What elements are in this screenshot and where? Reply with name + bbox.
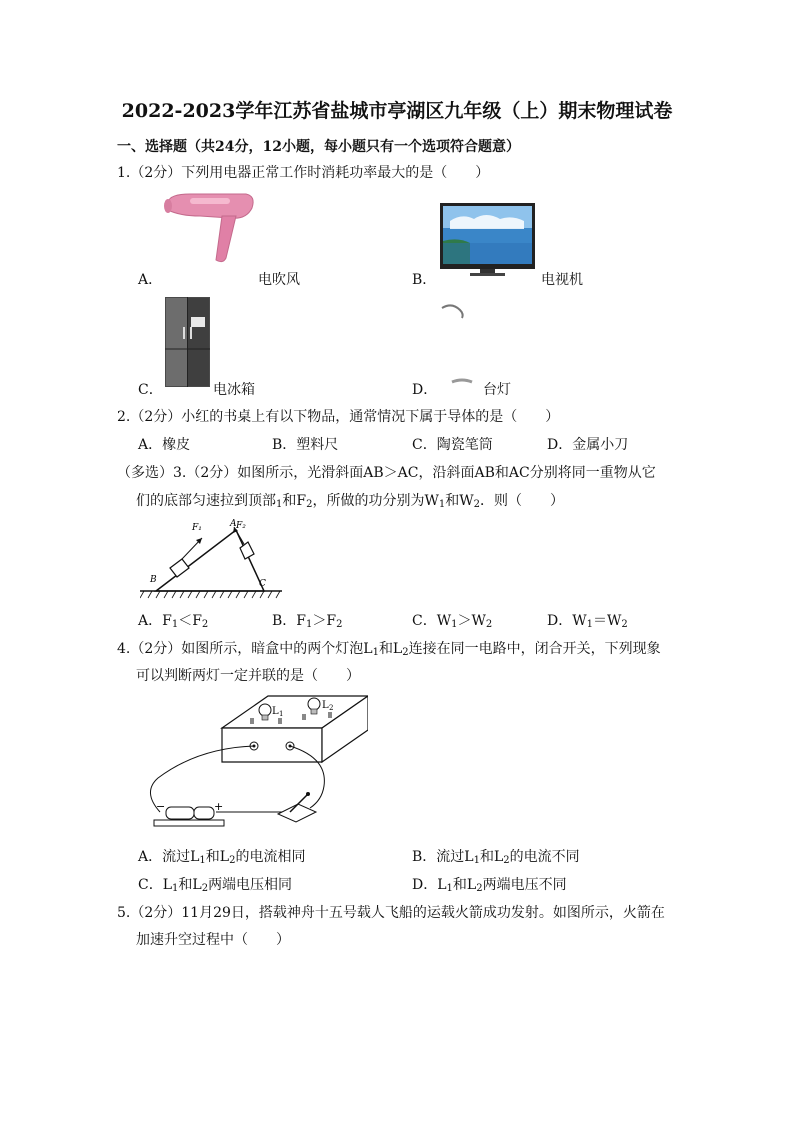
q2-option-d: D．金属小刀	[547, 437, 629, 453]
q2-stem: 2.（2分）小红的书桌上有以下物品，通常情况下属于导体的是（ ）	[117, 409, 560, 425]
q4-option-c: C．$L_1$和$L_2$两端电压相同	[138, 877, 293, 894]
q2-option-b: B．塑料尺	[272, 437, 339, 453]
hair-dryer-image	[160, 188, 260, 268]
q3-stem-line1: （多选）3.（2分）如图所示，光滑斜面AB＞AC，沿斜面AB和AC分别将同一重物从它	[117, 465, 656, 481]
bulb-label-l1-sub: 1	[279, 710, 284, 718]
q3-option-b: B．$F_1>F_2$	[272, 613, 343, 630]
incline-label-f1: F₁	[192, 523, 202, 533]
q1-option-d-text: 台灯	[483, 382, 511, 398]
q3-option-a: A．$F_1<F_2$	[138, 613, 209, 630]
incline-label-b: B	[150, 575, 157, 585]
q3-option-d: D．$W_1=W_2$	[547, 613, 628, 630]
q3-option-c: C．$W_1>W_2$	[412, 613, 493, 630]
bulb-label-l2-sub: 2	[329, 704, 334, 712]
q5-stem-line1: 5.（2分）11月29日，搭载神舟十五号载人飞船的运载火箭成功发射。如图所示，火箭在	[117, 905, 665, 921]
incline-label-c: C	[259, 579, 266, 589]
bulb-label-l1: L	[272, 706, 279, 717]
refrigerator-image	[165, 297, 210, 389]
tv-image	[440, 203, 535, 278]
page-title: 2022-2023学年江苏省盐城市亭湖区九年级（上）期末物理试卷	[121, 100, 673, 122]
bulb-label-l2: L	[322, 700, 329, 711]
q1-stem: 1.（2分）下列用电器正常工作时消耗功率最大的是（ ）	[117, 165, 490, 181]
q2-option-a: A．橡皮	[138, 437, 191, 453]
q1-option-c-letter: C．	[138, 382, 163, 398]
q4-stem-line2: 可以判断两灯一定并联的是（ ）	[136, 668, 360, 684]
q1-option-b-text: 电视机	[541, 272, 583, 288]
q5-stem-line2: 加速升空过程中（ ）	[136, 932, 290, 948]
battery-plus-label: +	[214, 800, 224, 813]
q1-option-a-text: 电吹风	[258, 272, 300, 288]
q3-stem-line2: 们的底部匀速拉到顶部$_1$和$F_2$，所做的功分别为$W_1$和$W_2$．则（ ）	[136, 493, 564, 510]
desk-lamp-image	[438, 300, 478, 392]
incline-label-f2: F₂	[236, 521, 246, 531]
q4-stem-line1: 4.（2分）如图所示，暗盒中的两个灯泡$L_1$和$L_2$连接在同一电路中，闭合开关，下列现象	[117, 641, 661, 658]
q4-option-b: B．流过$L_1$和$L_2$的电流不同	[412, 849, 580, 866]
section-heading: 一、选择题（共24分，12小题，每小题只有一个选项符合题意）	[117, 139, 520, 155]
q1-option-d-letter: D．	[412, 382, 438, 398]
q1-option-a-letter: A．	[138, 272, 163, 288]
incline-diagram	[140, 516, 282, 600]
battery-minus-label: −	[156, 800, 166, 813]
incline-label-a: A	[230, 519, 237, 529]
q4-option-d: D．$L_1$和$L_2$两端电压不同	[412, 877, 567, 894]
circuit-box-diagram	[138, 688, 368, 834]
q1-option-b-letter: B．	[412, 272, 437, 288]
q4-option-a: A．流过$L_1$和$L_2$的电流相同	[138, 849, 306, 866]
q2-option-c: C．陶瓷笔筒	[412, 437, 493, 453]
q1-option-c-text: 电冰箱	[213, 382, 255, 398]
